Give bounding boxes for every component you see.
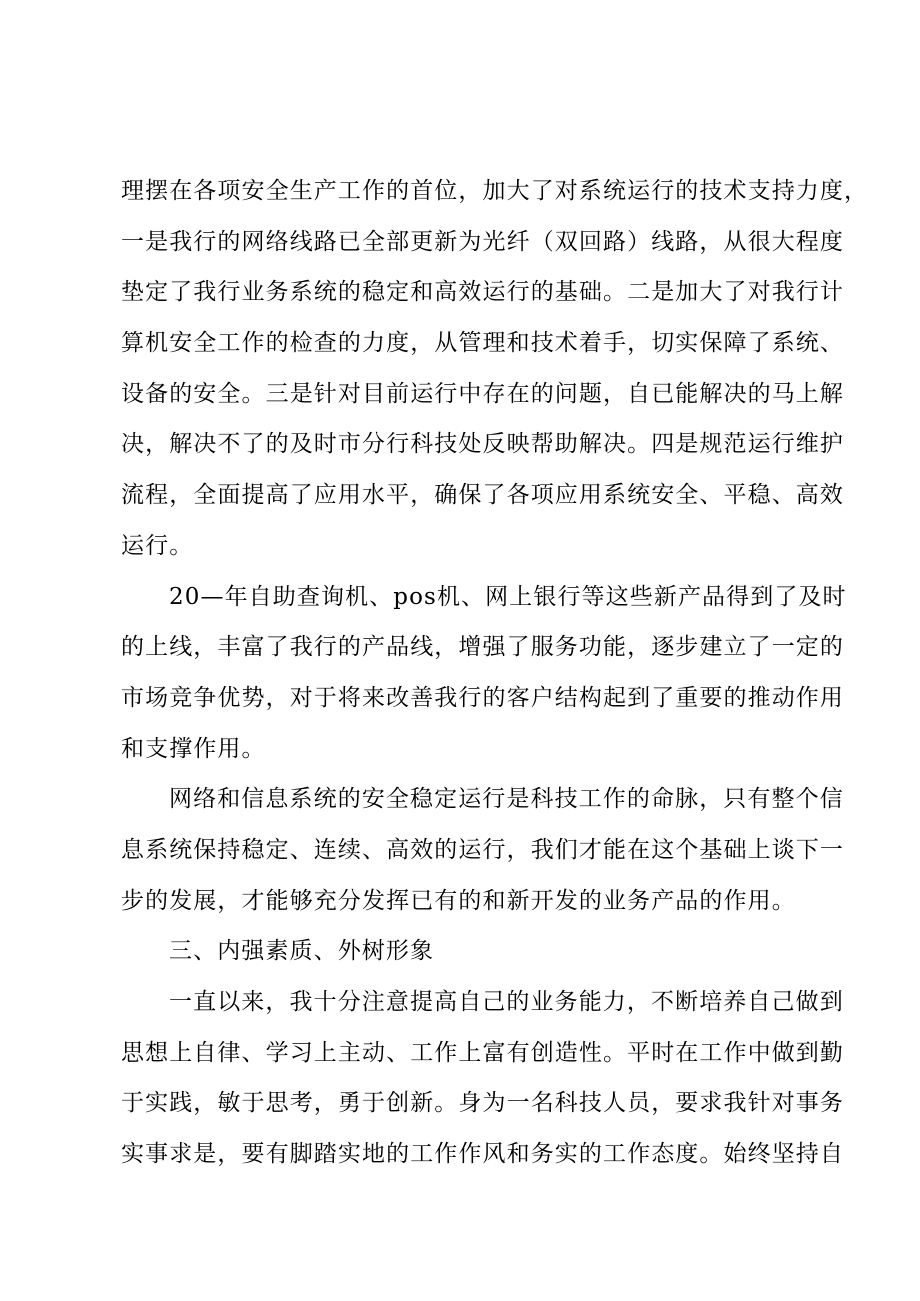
text-line: 设备的安全。三是针对目前运行中存在的问题，自已能解决的马上解: [121, 380, 844, 407]
text-line: 实事求是，要有脚踏实地的工作作风和务实的工作态度。始终坚持自: [121, 1141, 844, 1168]
text-line: 流程，全面提高了应用水平，确保了各项应用系统安全、平稳、高效: [121, 482, 844, 509]
text-line: 理摆在各项安全生产工作的首位，加大了对系统运行的技术支持力度，: [121, 178, 869, 204]
paragraph-start-line: 一直以来，我十分注意提高自己的业务能力，不断培养自己做到: [169, 989, 844, 1015]
text-line: 市场竞争优势，对于将来改善我行的客户结构起到了重要的推动作用: [121, 684, 844, 711]
text-line: 于实践，敏于思考，勇于创新。身为一名科技人员，要求我针对事务: [121, 1090, 844, 1117]
text-line: 和支撑作用。: [121, 735, 266, 762]
paragraph-start-line: 20—年自助查询机、pos机、网上银行等这些新产品得到了及时: [169, 583, 847, 610]
text-line: 一是我行的网络线路已全部更新为光纤（双回路）线路，从很大程度: [121, 228, 844, 255]
text-line: 步的发展，才能够充分发挥已有的和新开发的业务产品的作用。: [121, 887, 796, 914]
text-line: 算机安全工作的检查的力度，从管理和技术着手，切实保障了系统、: [121, 330, 844, 357]
text-line: 息系统保持稳定、连续、高效的运行，我们才能在这个基础上谈下一: [121, 836, 844, 863]
text-line: 决，解决不了的及时市分行科技处反映帮助解决。四是规范运行维护: [121, 431, 844, 458]
text-line: 的上线，丰富了我行的产品线，增强了服务功能，逐步建立了一定的: [121, 634, 844, 661]
paragraph-start-line: 网络和信息系统的安全稳定运行是科技工作的命脉，只有整个信: [169, 786, 844, 813]
text-line: 运行。: [121, 532, 194, 559]
text-line: 思想上自律、学习上主动、工作上富有创造性。平时在工作中做到勤: [121, 1039, 844, 1066]
document-body: [121, 166, 869, 1180]
text-line: 垫定了我行业务系统的稳定和高效运行的基础。二是加大了对我行计: [121, 279, 844, 306]
section-heading: 三、内强素质、外树形象: [169, 938, 435, 965]
